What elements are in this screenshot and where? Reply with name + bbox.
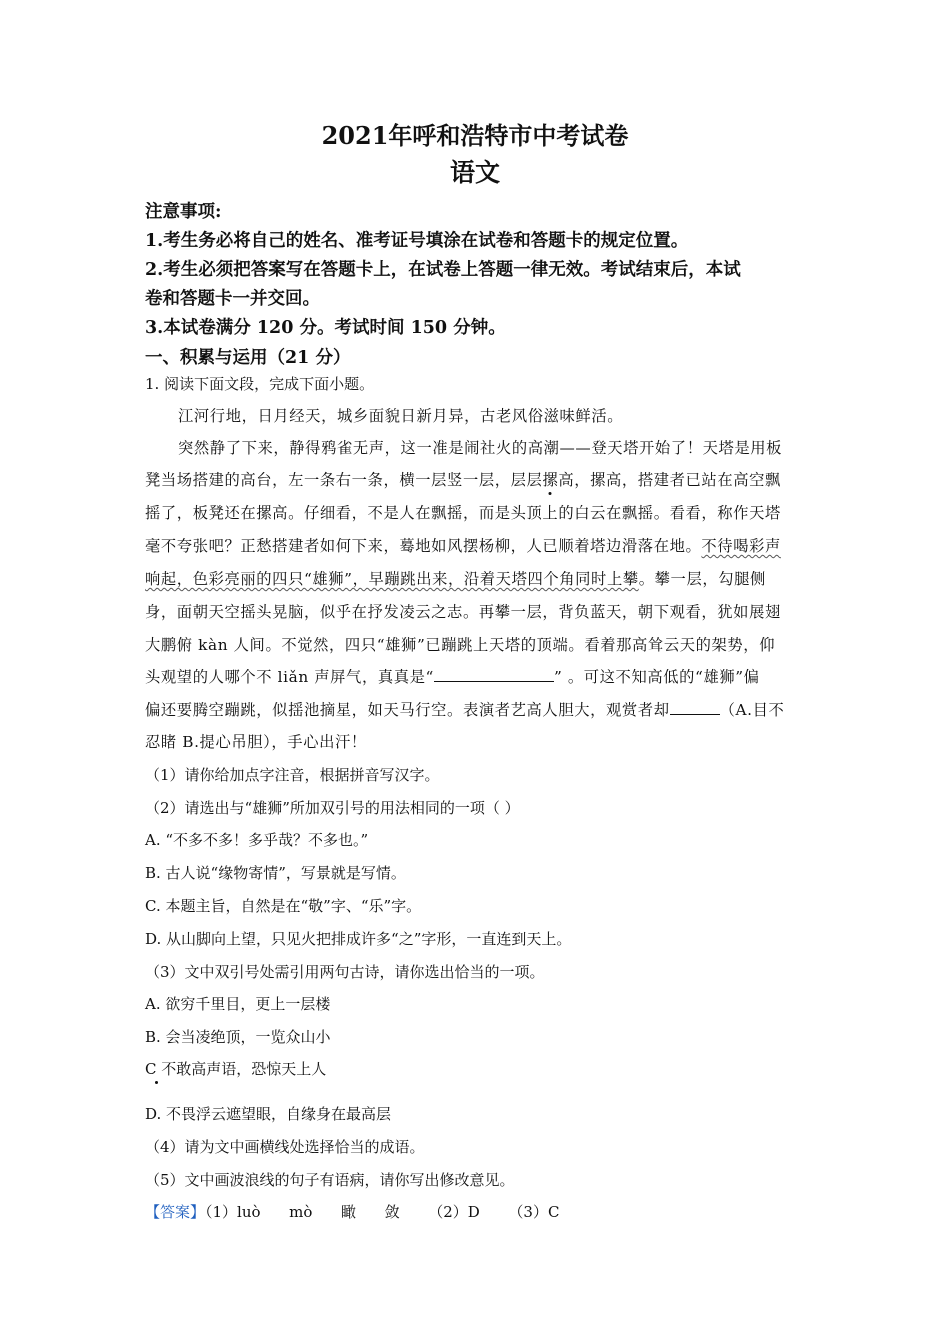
dot-mark	[155, 1081, 158, 1084]
notes-item-1: 1.考生务必将自己的姓名、准考证号填涂在试卷和答题卡的规定位置。	[145, 231, 689, 251]
passage-line: 大鹏俯 kàn 人间。不觉然，四只“雄狮”已蹦跳上天塔的顶端。看着那高耸云天的架势，仰	[145, 636, 776, 654]
option-d: D. 不畏浮云遮望眼，自缘身在最高层	[145, 1105, 392, 1123]
question-stem: 1. 阅读下面文段，完成下面小题。	[145, 375, 375, 393]
passage-line: 毫不夸张吧？正愁搭建者如何下来，蓦地如风摆杨柳，人已顺着塔边滑落在地。不待喝彩声	[145, 537, 781, 555]
option-b: B. 古人说“缘物寄情”，写景就是写情。	[145, 864, 406, 882]
notes-item-2b: 卷和答题卡一并交回。	[145, 289, 320, 309]
quote-blank[interactable]	[434, 667, 554, 682]
passage-line: 响起，色彩亮丽的四只“雄狮”，早蹦跳出来，沿着天塔四个角同时上攀。攀一层，勾腿侧	[145, 570, 766, 588]
sub-question-3: （3）文中双引号处需引用两句古诗，请你选出恰当的一项。	[145, 963, 545, 981]
wavy-underline-text: 响起，色彩亮丽的四只“雄狮”，早蹦跳出来，沿着天塔四个角同时上攀	[145, 570, 639, 588]
passage-line: 江河行地，日月经天，城乡面貌日新月异，古老风俗滋味鲜活。	[178, 407, 624, 425]
notes-heading: 注意事项:	[145, 202, 222, 222]
exam-subject: 语文	[449, 158, 500, 187]
sub-question-5: （5）文中画波浪线的句子有语病，请你写出修改意见。	[145, 1171, 515, 1189]
dotted-char: 摞	[542, 471, 559, 489]
section-heading: 一、积累与运用（21 分）	[145, 348, 351, 368]
answer-line	[145, 1201, 815, 1222]
passage-line: 偏还要腾空蹦跳，似揺池摘星，如天马行空。表演者艺高人胆大，观赏者却 （A.目不	[145, 701, 785, 719]
option-c: C. 本题主旨，自然是在“敬”字、“乐”字。	[145, 897, 422, 915]
sub-question-1: （1）请你给加点字注音，根据拼音写汉字。	[145, 766, 440, 784]
option-a: A. 欲穷千里目，更上一层楼	[145, 995, 331, 1013]
passage-line: 身，面朝天空摇头晃脑，似乎在抒发凌云之志。再攀一层，背负蓝天，朝下观看，犹如展翅	[145, 603, 781, 621]
sub-question-4: （4）请为文中画横线处选择恰当的成语。	[145, 1138, 425, 1156]
answer-text: （1）luò mò 瞰 敛 （2）D （3）C	[205, 1203, 560, 1221]
passage-line: 头观望的人哪个不 liǎn 声屏气，真真是“ ” 。可这不知高低的“雄狮”偏	[145, 668, 760, 686]
option-d: D. 从山脚向上望，只见火把排成许多“之”字形，一直连到天上。	[145, 930, 572, 948]
passage-line: 突然静了下来，静得鸦雀无声，这一准是闹社火的高潮——登天塔开始了！天塔是用板	[178, 439, 783, 457]
exam-title: 2021年呼和浩特市中考试卷	[321, 121, 629, 150]
passage-line: 摇了，板凳还在摞高。仔细看，不是人在飘摇，而是头顶上的白云在飘摇。看看，称作天塔	[145, 504, 781, 522]
notes-item-2a: 2.考生必须把答案写在答题卡上，在试卷上答题一律无效。考试结束后，本试	[145, 260, 741, 280]
passage-line: 凳当场搭建的高台，左一条右一条，横一层竖一层，层层摞高，摞高，搭建者已站在高空飘	[145, 471, 781, 489]
notes-item-3: 3.本试卷满分 120 分。考试时间 150 分钟。	[145, 318, 506, 338]
passage-line: 忍睹 B.提心吊胆），手心出汗！	[145, 733, 367, 751]
wavy-underline-text: 不待喝彩声	[701, 537, 781, 555]
option-c: C 不敢高声语，恐惊天上人	[145, 1060, 327, 1078]
sub-question-2: （2）请选出与“雄狮”所加双引号的用法相同的一项（ ）	[145, 799, 520, 817]
answer-tag: 【答案】	[145, 1203, 206, 1221]
option-b: B. 会当凌绝顶，一览众山小	[145, 1028, 331, 1046]
option-a: A. “不多不多！多乎哉？不多也。”	[145, 831, 369, 849]
idiom-blank[interactable]	[670, 700, 720, 715]
